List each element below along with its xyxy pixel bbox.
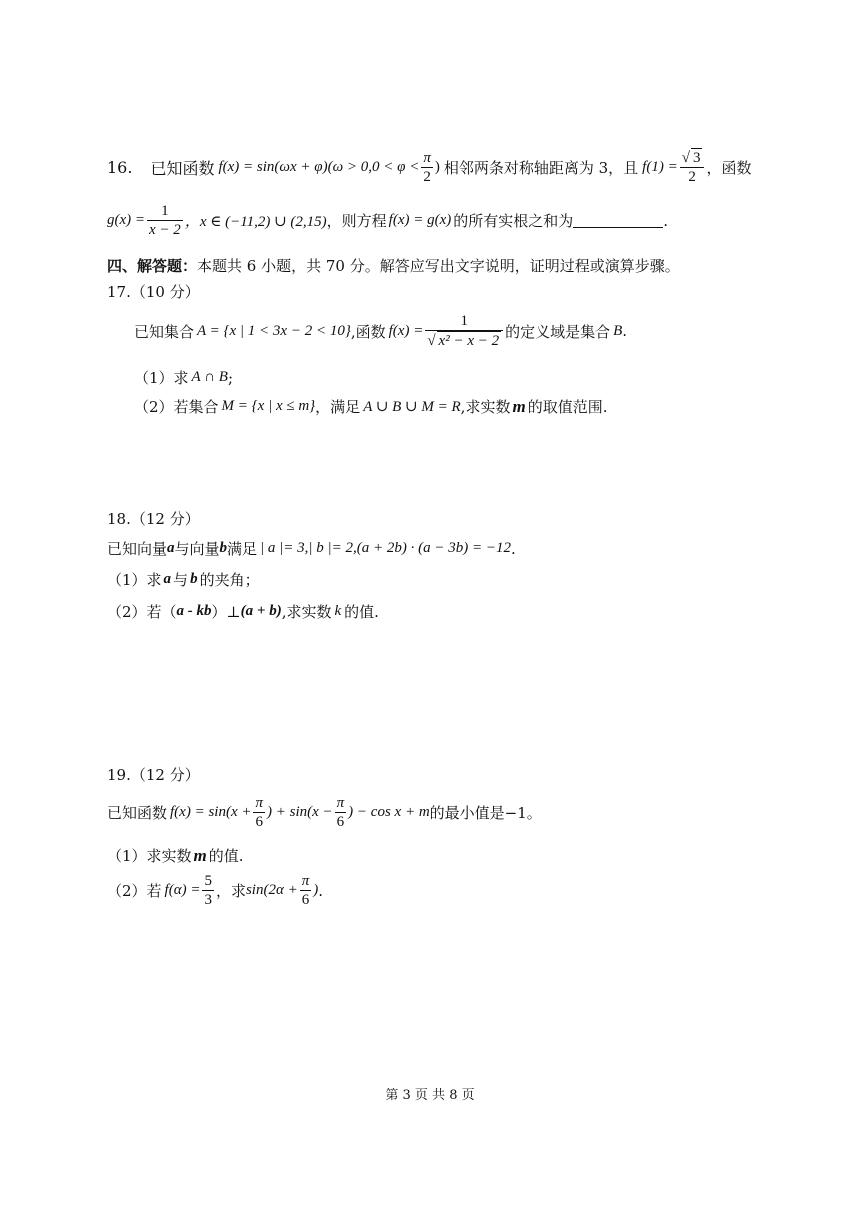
- q16-line1: 16. 已知函数 f(x) = sin(ωx + φ)(ω > 0,0 < φ < $\frac{\pi}{2}$ ) 相邻两条对称轴距离为 3，且 f(1) = $\frac{√ 3}{2}$ ，函数: [107, 149, 752, 185]
- q18-condition: | a |= 3,| b |= 2,(a + 2b) · (a − 3b) = −12: [260, 540, 512, 556]
- q16-domain: ，x ∈ (−11,2) ∪ (2,15): [184, 214, 327, 230]
- q19-pi-over-6-b: $\frac{\pi}{6}$: [336, 795, 345, 830]
- q18-part1: （1）求 a 与 b 的夹角；: [107, 571, 260, 589]
- q16-text3: ，则方程: [326, 212, 387, 230]
- q16-number: 16.: [107, 157, 133, 177]
- q17-line1: 已知集合 A = {x | 1 < 3x − 2 < 10} ,函数 f(x) = $\frac{1}{\text{√ x² − x − 2}}$ 的定义域是集合 B .: [134, 313, 628, 349]
- q16-f1: f(1) =: [642, 158, 678, 175]
- q16-intro: 已知函数: [150, 158, 215, 178]
- q18-line1: 已知向量 a 与向量 b 满足 | a |= 3,| b |= 2,(a + 2b) · (a − 3b) = −12 .: [107, 539, 516, 558]
- q19-part2: （2）若 f(α) = $\frac{5}{3}$ ，求 sin(2α + $\frac{\pi}{6}$ ) .: [107, 873, 324, 908]
- section4-heading: [107, 255, 680, 276]
- q16-text2: ，函数: [706, 158, 752, 177]
- q16-eq: f(x) = g(x): [388, 212, 452, 228]
- q16-func: f(x) = sin(ωx + φ)(ω > 0,0 < φ <: [218, 158, 420, 175]
- q17-part1: （1）求 A ∩ B ;: [134, 368, 233, 387]
- q16-gx: g(x) =: [107, 212, 146, 228]
- q17-header: 17.（10 分）: [107, 283, 200, 301]
- q16-answer-blank: [573, 213, 663, 228]
- q19-header: 19.（12 分）: [107, 766, 200, 784]
- q17-fx-frac: $\frac{1}{\text{√ x² − x − 2}}$: [425, 312, 503, 350]
- q16-line2: g(x) = $\frac{1}{x - 2}$ ，x ∈ (−11,2) ∪ (2,15) ，则方程 f(x) = g(x) 的所有实根之和为 .: [107, 203, 669, 238]
- q19-five-thirds: $\frac{5}{3}$: [204, 873, 212, 908]
- section4-title: 四、解答题：: [107, 257, 198, 275]
- q19-part1: （1）求实数 m 的值.: [107, 845, 244, 865]
- section4-desc: 本题共 6 小题，共 70 分。解答应写出文字说明，证明过程或演算步骤。: [197, 257, 680, 275]
- q16-gx-frac: $\frac{1}{x - 2}$: [149, 203, 181, 238]
- q18-header: 18.（12 分）: [107, 510, 200, 528]
- q19-pi-over-6-c: $\frac{\pi}{6}$: [301, 873, 310, 908]
- q17-fx: f(x) =: [388, 322, 424, 339]
- q18-part2: （2）若（ a - kb ）⊥ (a + b) ,求实数 k 的值.: [107, 603, 379, 621]
- q17-part2: （2）若集合 M = {x | x ≤ m} ，满足 A ∪ B ∪ M = R ,求实数 m 的取值范围.: [134, 396, 608, 416]
- q16-text1: 相邻两条对称轴距离为 3，且: [443, 158, 639, 177]
- q19-pi-over-6-a: $\frac{\pi}{6}$: [255, 795, 263, 830]
- q16-text4: 的所有实根之和为: [453, 212, 574, 230]
- q17-setA: A = {x | 1 < 3x − 2 < 10}: [197, 322, 351, 339]
- q16-pi-over-2: $\frac{\pi}{2}$: [423, 149, 431, 185]
- q19-line1: 已知函数 f(x) = sin(x + $\frac{\pi}{6}$ ) + sin(x − $\frac{\pi}{6}$ ) − cos x + m 的最小值是−1。: [107, 795, 542, 830]
- q16-sqrt3-over-2: $\frac{√ 3}{2}$: [680, 148, 705, 186]
- page-footer: 第 3 页 共 8 页: [385, 1088, 475, 1103]
